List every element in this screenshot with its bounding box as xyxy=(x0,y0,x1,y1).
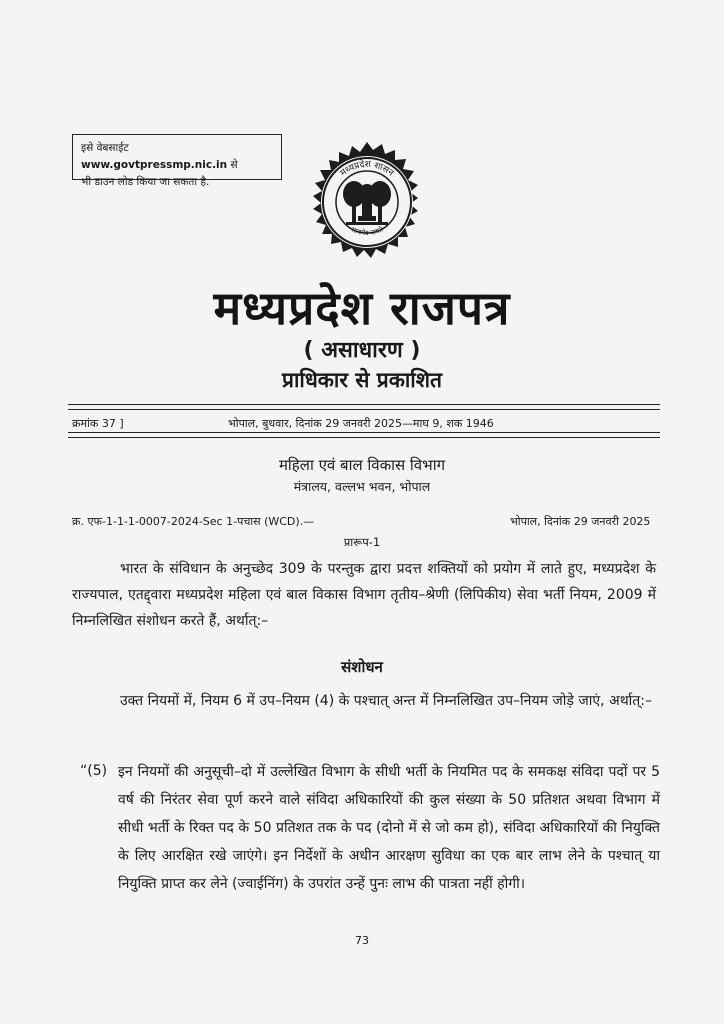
emblem-bottom-text: सत्यमेव जयते xyxy=(349,225,385,238)
page-number: 73 xyxy=(355,934,369,947)
divider-rule xyxy=(68,432,660,433)
gazette-authority: प्राधिकार से प्रकाशित xyxy=(282,368,442,392)
notice-website: www.govtpressmp.nic.in xyxy=(81,159,228,171)
gazette-title: मध्यप्रदेश राजपत्र xyxy=(213,281,511,335)
notice-line1-prefix: इसे वेबसाईट xyxy=(81,142,129,154)
order-date: भोपाल, दिनांक 29 जनवरी 2025 xyxy=(510,515,651,528)
emblem-top-text: मध्यप्रदेश शासन xyxy=(338,159,396,179)
clause-number: “(5) xyxy=(80,763,108,779)
body-paragraph-2: उक्त नियमों में, नियम 6 में उप–नियम (4) के पश्चात् अन्त में निम्नलिखित उप–नियम जोड़े जाएं, अर्थात्:– xyxy=(120,693,652,709)
department-name: महिला एवं बाल विकास विभाग xyxy=(278,456,446,474)
divider-rule xyxy=(68,404,660,405)
amendment-heading: संशोधन xyxy=(341,658,383,676)
draft-label: प्रारूप-1 xyxy=(343,535,381,549)
notice-line1-suffix: से xyxy=(230,159,238,171)
notice-line2: भी डाउन लोड किया जा सकता है. xyxy=(81,176,210,188)
website-notice-box xyxy=(72,134,282,188)
divider-rule xyxy=(68,437,660,438)
divider-rule xyxy=(68,409,660,410)
issue-details: भोपाल, बुधवार, दिनांक 29 जनवरी 2025—माघ 9, शक 1946 xyxy=(228,417,494,430)
gazette-subtitle: ( असाधारण ) xyxy=(303,338,421,363)
state-emblem-icon xyxy=(302,140,432,270)
body-paragraph-1: भारत के संविधान के अनुच्छेद 309 के परन्तुक द्वारा प्रदत्त शक्तियों को प्रयोग में लाते हुए, मध्यप्रदेश के राज्यपाल, एतद्द्वारा मध्यप्रदेश महिला एवं बाल विकास विभाग तृतीय–श्रेणी (लिपिकीय) सेवा भर्ती नियम, 2009 में निम्नलिखित संशोधन करते हैं, अर्थात्:– xyxy=(72,561,656,629)
order-number: क्र. एफ-1-1-1-0007-2024-Sec 1-पचास (WCD).— xyxy=(72,515,315,528)
clause-text: इन नियमों की अनुसूची–दो में उल्लेखित विभाग के सीधी भर्ती के नियमित पद के समकक्ष संविदा पदों पर 5 वर्ष की निरंतर सेवा पूर्ण करने वाले संविदा अधिकारियों की कुल संख्या के 50 प्रतिशत अथवा विभाग में सीधी भर्ती के रिक्त पद के 50 प्रतिशत तक के पद (दोनो में से जो कम हो), संविदा अधिकारियों की नियुक्ति के लिए आरक्षित रखे जाएंगे। इन निर्देशों के अधीन आरक्षण सुविधा का एक बार लाभ लेने के पश्चात् या नियुक्ति प्राप्त कर लेने (ज्वाईनिंग) के उपरांत उन्हें पुनः लाभ की पात्रता नहीं होगी। xyxy=(118,764,660,892)
issue-number: क्रमांक 37 ] xyxy=(72,417,124,430)
department-address: मंत्रालय, वल्लभ भवन, भोपाल xyxy=(293,479,431,494)
